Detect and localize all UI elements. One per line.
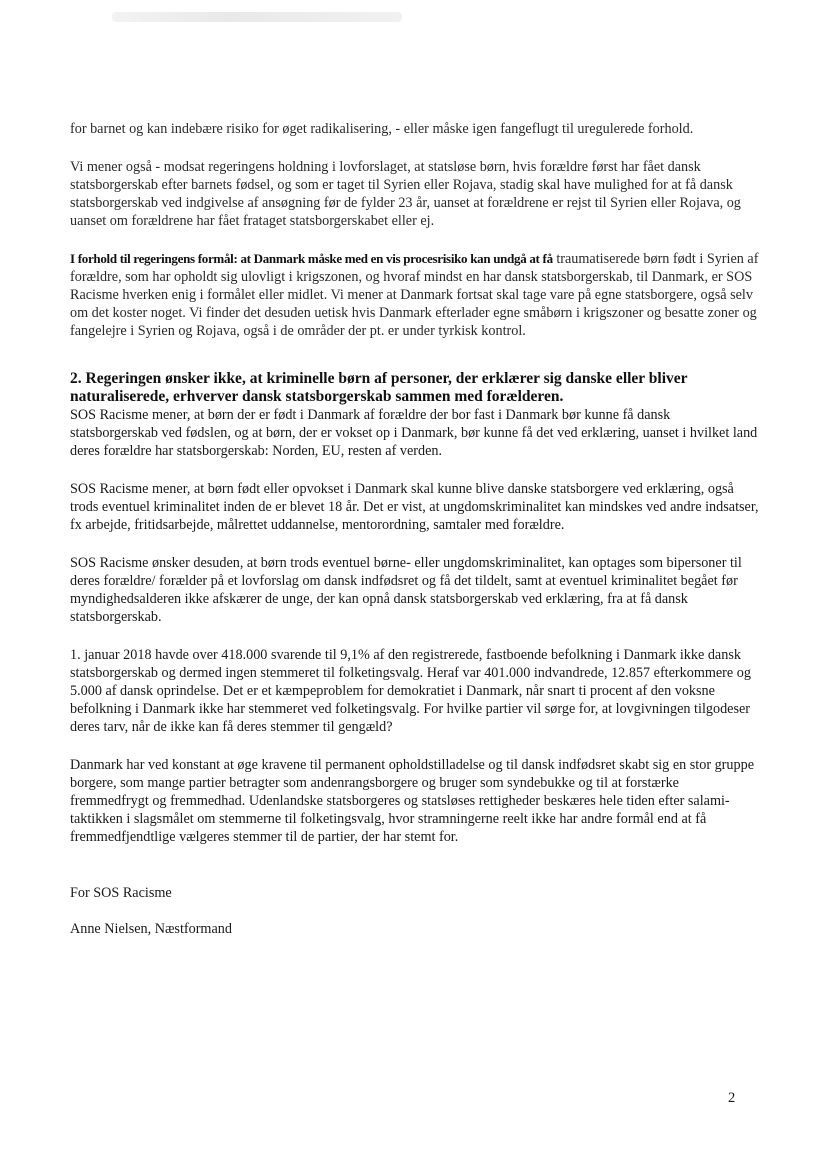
faint-header-mark <box>112 12 402 22</box>
section-2-first-paragraph: SOS Racisme mener, at børn der er født i Danmark af forældre der bor fast i Danmark bør kunne få dansk statsborgerskab ved fødslen, og at børn, der er vokset op i Danmark, bør kunne få det ved erklæring, uanset i hvilket land deres forældre har statsborgerskab: Norden, EU, resten af verden. <box>70 407 758 459</box>
signature-organization: For SOS Racisme <box>70 885 172 901</box>
section-2-paragraph: 1. januar 2018 havde over 418.000 svarende til 9,1% af den registrerede, fastboende befolkning i Danmark ikke dansk statsborgerskab og dermed ingen stemmeret til folketingsvalg. Heraf var 401.000 indvandrede, 12.857 efterkommere og 5.000 af dansk oprindelse. Det er et kæmpeproblem for demokratiet i Danmark, når snart ti procent af den voksne befolkning i Danmark ikke har stemmeret ved folketingsvalg. For hvilke partier vil sørge for, at lovgivningen tilgodeser deres tarv, når de ikke kan få deres stemmer til gengæld? <box>70 647 751 735</box>
section-2-paragraph: SOS Racisme ønsker desuden, at børn trods eventuel børne- eller ungdomskriminalitet, kan optages som bipersoner til deres forældre/ forælder på et lovforslag om dansk indfødsret og få det tildelt, samt at eventuel kriminalitet begået før myndighedsalderen ikke afskærer de unge, der kan opnå dansk statsborgerskab ved erklæring, fra at få dansk statsborgerskab. <box>70 555 742 625</box>
section-2-paragraph: SOS Racisme mener, at børn født eller opvokset i Danmark skal kunne blive danske statsborgere ved erklæring, også trods eventuel kriminalitet inden de er blevet 18 år. Det er vist, at ungdomskriminalitet kan mindskes ved andre indsatser, fx arbejde, fritidsarbejde, målrettet uddannelse, mentorordning, samtaler med forældre. <box>70 481 759 533</box>
paragraph-stateless-children: Vi mener også - modsat regeringens holdning i lovforslaget, at statsløse børn, hvis forældre først har fået dansk statsborgerskab efter barnets fødsel, og som er taget til Syrien eller Rojava, stadig skal have mulighed for at få dansk statsborgerskab ved indgivelse af ansøgning før de fylder 23 år, uanset at forældrene er rejst til Syrien eller Rojava, og uanset om forældrene har fået frataget statsborgerskabet eller ej. <box>70 159 741 229</box>
section-2-heading: 2. Regeringen ønsker ikke, at kriminelle børn af personer, der erklærer sig danske eller bliver naturaliserede, erhverver dansk statsborgerskab sammen med forælderen. <box>70 370 688 405</box>
document-page <box>70 120 760 956</box>
signature-block <box>70 884 760 938</box>
section-2-paragraph: Danmark har ved konstant at øge kravene til permanent opholdstilladelse og til dansk indfødsret skabt sig en stor gruppe borgere, som mange partier betragter som andenrangsborgere og bruger som syndebukke og til at forstærke fremmedfrygt og fremmedhad. Udenlandske statsborgeres og statsløses rettigheder beskæres hele tiden efter salami-taktikken i slagsmålet om stemmerne til folketingsvalg, hvor stramningerne reelt ikke har andre formål end at få fremmedfjendtlige vælgeres stemmer til de partier, der har stemt for. <box>70 757 754 845</box>
purpose-rest: traumatiserede børn født i Syrien af forældre, som har opholdt sig ulovligt i krigszonen, og hvoraf mindst en har dansk statsborgerskab, til Danmark, er SOS Racisme hverken enig i formålet eller midlet. Vi mener at Danmark fortsat skal tage vare på egne statsborgere, også selv om det koster noget. Vi finder det desuden uetisk hvis Danmark efterlader egne småbørn i krigszoner og besatte zoner og fangelejre i Syrien og Rojava, også i de områder der pt. er under tyrkisk kontrol. <box>70 251 759 339</box>
paragraph-purpose <box>70 250 760 340</box>
purpose-lead: I forhold til regeringens formål: at Danmark måske med en vis procesrisiko kan undgå at få <box>70 251 553 266</box>
paragraph-continuation: for barnet og kan indebære risiko for øget radikalisering, - eller måske igen fangeflugt til uregulerede forhold. <box>70 121 694 137</box>
signature-name: Anne Nielsen, Næstformand <box>70 921 232 937</box>
intro-block <box>70 120 760 340</box>
page-number: 2 <box>728 1090 736 1106</box>
